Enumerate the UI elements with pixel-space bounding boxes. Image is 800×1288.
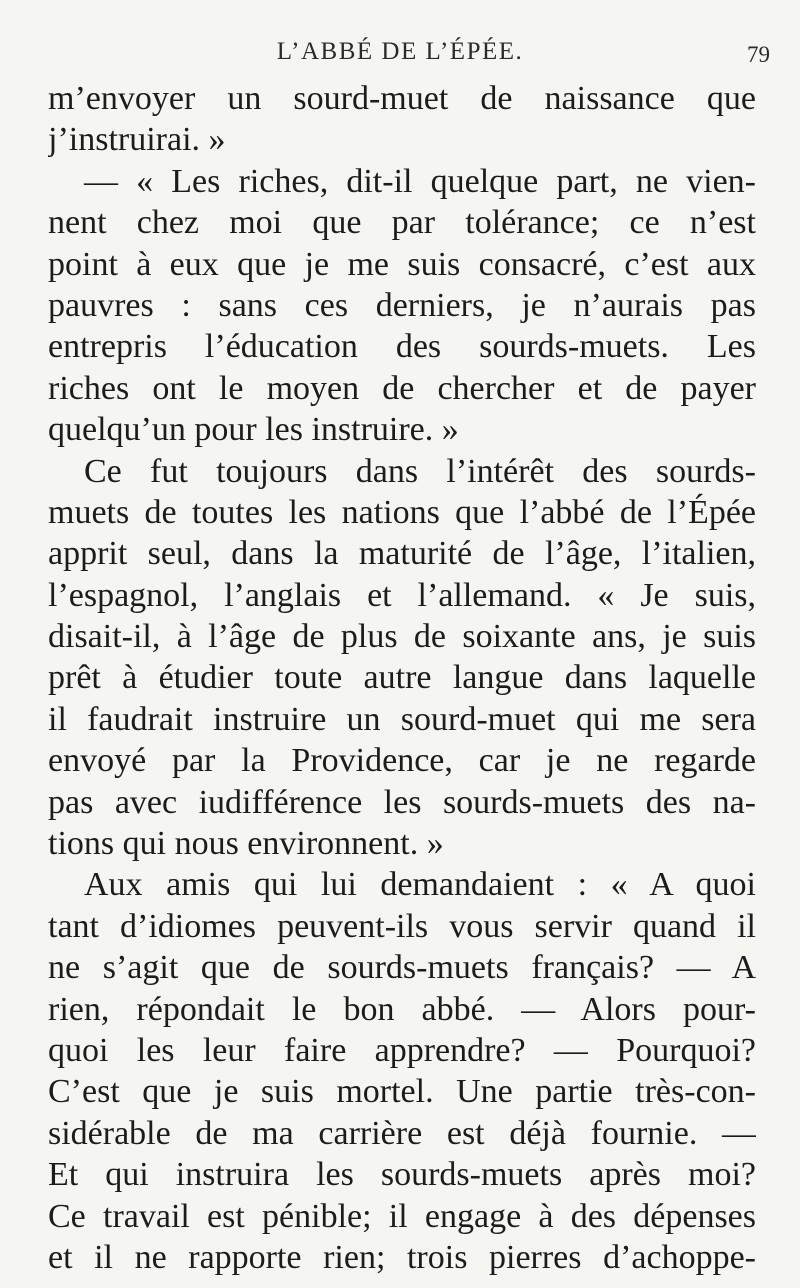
text-line: il faudrait instruire un sourd-muet qui me sera [48, 700, 756, 738]
text-line: sidérable de ma carrière est déjà fournie. — [48, 1114, 756, 1152]
text-line: — « Les riches, dit-il quelque part, ne vien- [84, 162, 756, 200]
text-line: Ce travail est pénible; il engage à des dépenses [48, 1197, 756, 1235]
body-text [48, 78, 756, 1278]
text-line: ne s’agit que de sourds-muets français? — A [48, 949, 756, 987]
text-line: prêt à étudier toute autre langue dans laquelle [48, 659, 756, 697]
text-line: tant d’idiomes peuvent-ils vous servir quand il [48, 907, 756, 945]
text-line: apprit seul, dans la maturité de l’âge, l’italien, [48, 535, 756, 573]
text-line: Aux amis qui lui demandaient : « A quoi [84, 866, 756, 904]
text-line: tions qui nous environnent. » [48, 825, 444, 863]
text-line: l’espagnol, l’anglais et l’allemand. « Je suis, [48, 576, 756, 614]
running-head [0, 38, 800, 78]
running-title: L’ABBÉ DE L’ÉPÉE. [276, 38, 524, 65]
text-line: entrepris l’éducation des sourds-muets. Les [48, 328, 756, 366]
text-line: j’instruirai. » [48, 121, 226, 159]
text-line: quelqu’un pour les instruire. » [48, 411, 459, 449]
text-line: et il ne rapporte rien; trois pierres d’achoppe- [48, 1238, 756, 1276]
text-line: point à eux que je me suis consacré, c’est aux [48, 245, 756, 283]
text-line: rien, répondait le bon abbé. — Alors pour- [48, 990, 756, 1028]
text-line: nent chez moi que par tolérance; ce n’est [48, 204, 756, 242]
text-line: m’envoyer un sourd-muet de naissance que [48, 80, 756, 117]
text-line: Et qui instruira les sourds-muets après moi? [48, 1156, 756, 1194]
page-number: 79 [747, 42, 770, 67]
text-line: pauvres : sans ces derniers, je n’aurais pas [48, 286, 756, 324]
text-line: envoyé par la Providence, car je ne regarde [48, 742, 756, 780]
text-line: Ce fut toujours dans l’intérêt des sourds- [84, 452, 756, 490]
text-line: C’est que je suis mortel. Une partie très-con- [48, 1073, 756, 1111]
text-line: disait-il, à l’âge de plus de soixante ans, je suis [48, 618, 756, 656]
text-line: muets de toutes les nations que l’abbé de l’Épée [48, 493, 756, 531]
text-line: quoi les leur faire apprendre? — Pourquoi? [48, 1031, 756, 1069]
text-line: riches ont le moyen de chercher et de payer [48, 369, 756, 407]
text-line: pas avec iudifférence les sourds-muets des na- [48, 783, 756, 821]
